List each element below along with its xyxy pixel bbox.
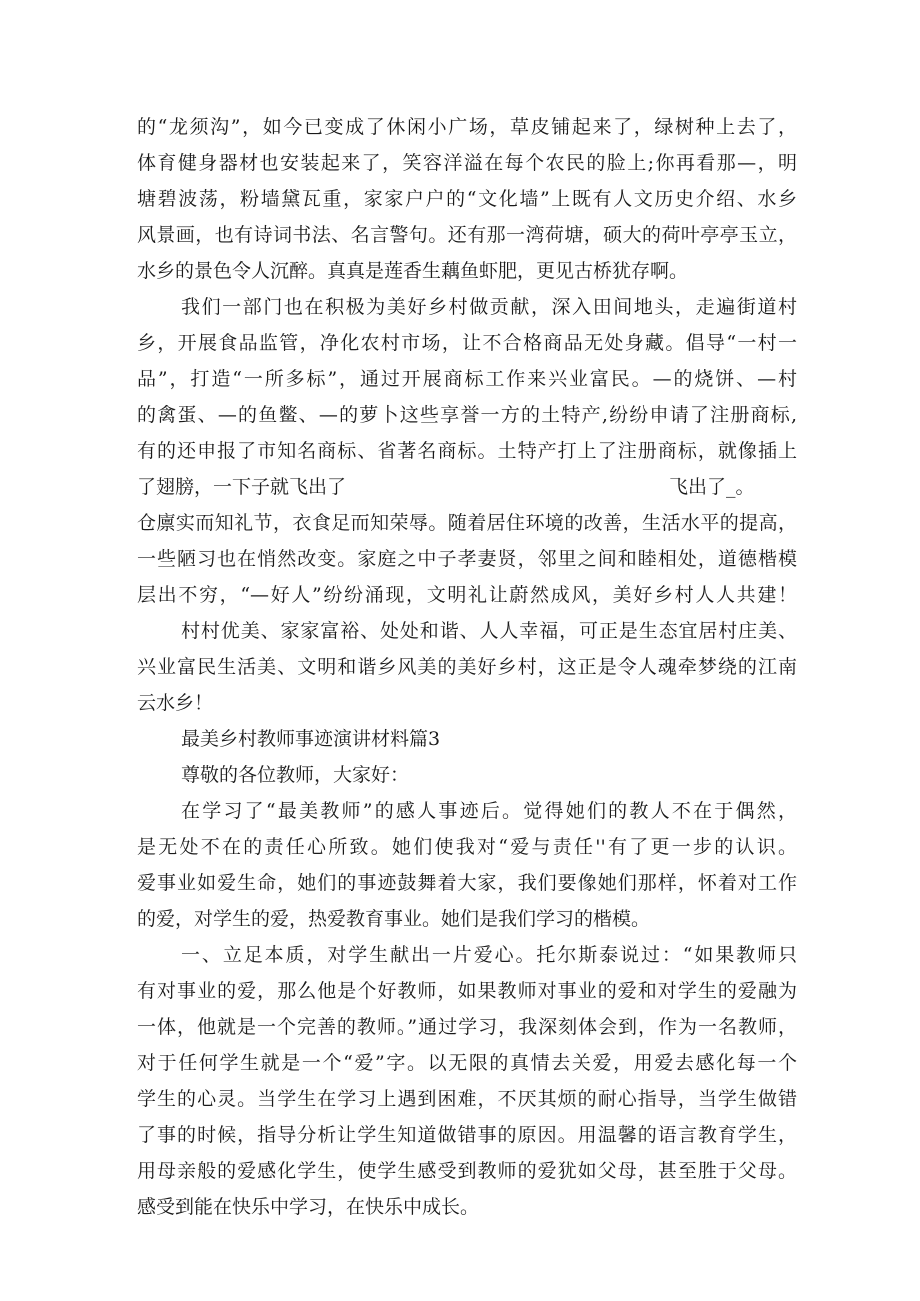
- text-line: 用母亲般的爱感化学生，使学生感受到教师的爱犹如父母，甚至胜于父母。: [137, 1160, 797, 1182]
- text-fragment: 飞出了_。: [669, 476, 755, 498]
- text-line: 的爱，对学生的爱，热爱教育事业。她们是我们学习的楷模。: [137, 908, 651, 930]
- text-line: 体育健身器材也安装起来了，笑容洋溢在每个农民的脸上;你再看那—，明: [137, 152, 797, 174]
- section-heading: 最美乡村教师事迹演讲材料篇3: [181, 728, 441, 750]
- salutation: 尊敬的各位教师，大家好：: [181, 764, 410, 786]
- text-line: 一、立足本质，对学生献出一片爱心。托尔斯泰说过：“如果教师只: [181, 944, 797, 966]
- text-line: 的禽蛋、—的鱼鳖、—的萝卜这些享誉一方的土特产,纷纷申请了注册商标,: [137, 404, 797, 426]
- text-line: 爱事业如爱生命，她们的事迹鼓舞着大家，我们要像她们那样，怀着对工作: [137, 872, 797, 894]
- text-line: 塘碧波荡，粉墙黛瓦重，家家户户的“文化墙”上既有人文历史介绍、水乡: [137, 188, 797, 210]
- text-fragment: 了翅膀，一下子就飞出了: [137, 476, 347, 498]
- text-line: 一些陋习也在悄然改变。家庭之中子孝妻贤，邻里之间和睦相处，道德楷模: [137, 548, 797, 570]
- text-line-split: [137, 470, 797, 504]
- text-line: 了事的时候，指导分析让学生知道做错事的原因。用温馨的语言教育学生，: [137, 1124, 797, 1146]
- text-line: 我们一部门也在积极为美好乡村做贡献，深入田间地头，走遍街道村: [181, 296, 797, 318]
- text-line: 兴业富民生活美、文明和谐乡风美的美好乡村，这正是令人魂牵梦绕的江南: [137, 656, 797, 678]
- text-line: 水乡的景色令人沉醉。真真是莲香生藕鱼虾肥，更见古桥犹存啊。: [137, 260, 689, 282]
- text-line: 对于任何学生就是一个“爱”字。以无限的真情去关爱，用爱去感化每一个: [137, 1052, 797, 1074]
- text-line: 学生的心灵。当学生在学习上遇到困难，不厌其烦的耐心指导，当学生做错: [137, 1088, 797, 1110]
- text-line: 层出不穷，“—好人”纷纷涌现，文明礼让蔚然成风，美好乡村人人共建！: [137, 584, 797, 606]
- text-line: 是无处不在的责任心所致。她们使我对“爱与责任''有了更一步的认识。: [137, 836, 797, 858]
- text-line: 在学习了“最美教师”的感人事迹后。觉得她们的教人不在于偶然，: [181, 800, 797, 822]
- text-line: 有对事业的爱，那么他是个好教师，如果教师对事业的爱和对学生的爱融为: [137, 980, 797, 1002]
- text-line: 一体，他就是一个完善的教师。”通过学习，我深刻体会到，作为一名教师，: [137, 1016, 797, 1038]
- text-line: 有的还申报了市知名商标、省著名商标。土特产打上了注册商标，就像插上: [137, 440, 797, 462]
- text-line: 风景画，也有诗词书法、名言警句。还有那一湾荷塘，硕大的荷叶亭亭玉立，: [137, 224, 797, 246]
- text-line: 的“龙须沟”，如今已变成了休闲小广场，草皮铺起来了，绿树种上去了，: [137, 116, 797, 138]
- text-line: 云水乡！: [137, 692, 214, 714]
- text-line: 乡，开展食品监管，净化农村市场，让不合格商品无处身藏。倡导“一村一: [137, 332, 797, 354]
- text-line: 仓廪实而知礼节，衣食足而知荣辱。随着居住环境的改善，生活水平的提高，: [137, 512, 797, 534]
- text-line: 感受到能在快乐中学习，在快乐中成长。: [137, 1196, 480, 1218]
- text-line: 品”，打造“一所多标”，通过开展商标工作来兴业富民。—的烧饼、—村: [137, 368, 797, 390]
- text-line: 村村优美、家家富裕、处处和谐、人人幸福，可正是生态宜居村庄美、: [181, 620, 797, 642]
